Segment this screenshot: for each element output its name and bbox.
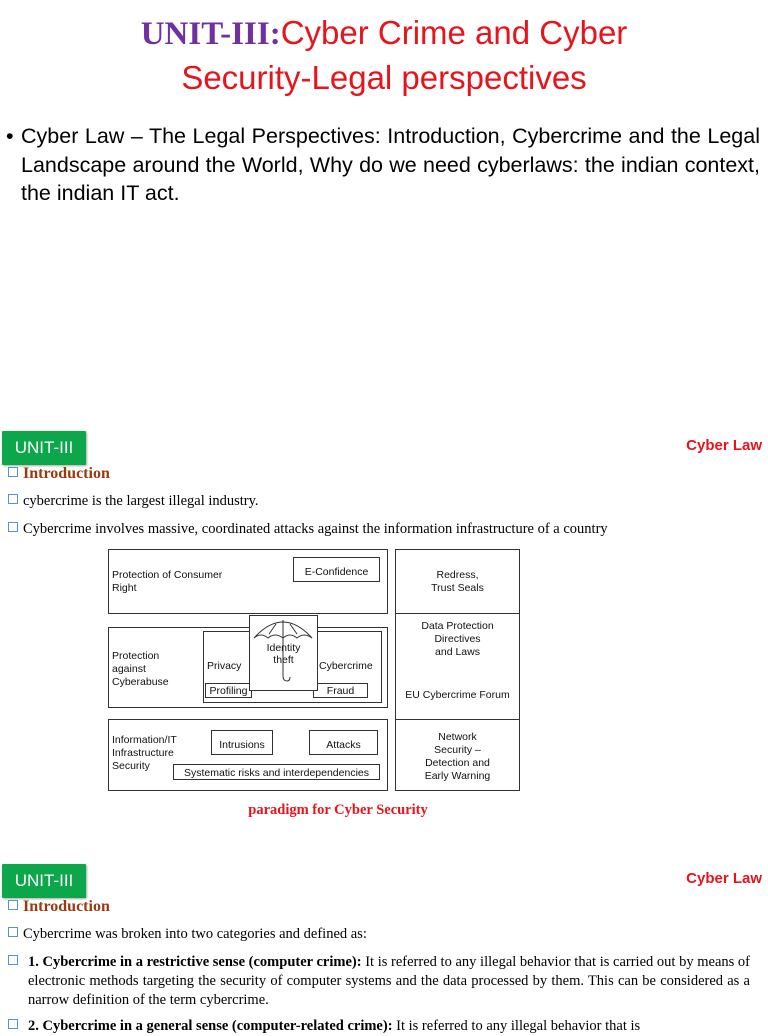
list-item-text: Cybercrime was broken into two categories and defined as: xyxy=(23,926,367,942)
infra-label-3: Security xyxy=(112,760,150,772)
network-label-4: Early Warning xyxy=(424,770,491,782)
identity-label: Identity xyxy=(266,642,301,654)
unit-tag: UNIT-III xyxy=(2,864,86,898)
definition-term: 1. Cybercrime in a restrictive sense (computer crime): xyxy=(28,954,362,970)
list-item xyxy=(8,521,608,538)
fraud-label: Fraud xyxy=(326,685,355,697)
definition-item-2 xyxy=(8,1017,750,1034)
unit-tag: UNIT-III xyxy=(2,431,86,465)
intro-heading-text: Introduction xyxy=(23,465,110,482)
title-slide xyxy=(0,0,768,420)
network-label-2: Security – xyxy=(434,744,481,756)
eu-forum-label: EU Cybercrime Forum xyxy=(405,689,510,701)
cyber-security-paradigm-diagram xyxy=(108,548,522,792)
definition-text xyxy=(8,1017,750,1036)
slide-title-line-1 xyxy=(0,10,768,57)
definition-body: It is referred to any illegal behavior that is carried out by means of electronic methods targeting the security of computer systems and the data processed by them. This can be considered as a narrow definition of the term cybercrime. xyxy=(28,954,750,1008)
trust-seals-label: Trust Seals xyxy=(431,582,484,594)
bullet-dot: • xyxy=(6,124,14,148)
profiling-label: Profiling xyxy=(209,685,248,697)
square-bullet-icon xyxy=(8,522,18,532)
definition-term: 2. Cybercrime in a general sense (computer-related crime): xyxy=(28,1018,393,1034)
square-bullet-icon xyxy=(8,955,18,965)
e-confidence-label: E-Confidence xyxy=(304,566,369,578)
definition-text xyxy=(8,953,750,1010)
consumer-label: Protection of Consumer xyxy=(112,569,223,581)
abuse-label-1: Protection xyxy=(112,650,160,662)
attacks-label: Attacks xyxy=(326,739,361,751)
list-item xyxy=(8,493,259,510)
header-cyber-law: Cyber Law xyxy=(686,437,762,454)
square-bullet-icon xyxy=(8,494,18,504)
definition-item-1 xyxy=(8,953,750,1010)
square-bullet-icon xyxy=(8,927,18,937)
network-label-1: Network xyxy=(438,731,477,743)
square-bullet-icon xyxy=(8,1019,18,1029)
definition-body: It is referred to any illegal behavior that is xyxy=(392,1018,641,1034)
infra-label-1: Information/IT xyxy=(112,734,177,746)
intrusions-label: Intrusions xyxy=(219,739,265,751)
slide-title-line-2: Security-Legal perspectives xyxy=(181,59,587,96)
unit-label: UNIT-III: xyxy=(140,16,281,52)
privacy-label: Privacy xyxy=(207,660,242,672)
syllabus-text: Cyber Law – The Legal Perspectives: Introduction, Cybercrime and the Legal Landscape around the World, Why do we need cyberlaws: the indian context, the indian IT act. xyxy=(21,124,760,205)
title-text: Cyber Crime and Cyber xyxy=(280,14,628,51)
abuse-label-2: against xyxy=(112,663,146,675)
list-item-text: Cybercrime involves massive, coordinated attacks against the information infrastructure of a country xyxy=(23,521,608,537)
directives-label: Directives xyxy=(434,633,481,645)
list-item-text: cybercrime is the largest illegal industry. xyxy=(23,493,259,509)
systematic-risks-label: Systematic risks and interdependencies xyxy=(183,767,370,779)
intro-heading xyxy=(8,465,110,483)
consumer-label-2: Right xyxy=(112,582,137,594)
intro-heading xyxy=(8,898,110,916)
abuse-label-3: Cyberabuse xyxy=(112,676,169,688)
cybercrime-label: Cybercrime xyxy=(319,660,373,672)
intro-heading-text: Introduction xyxy=(23,898,110,915)
theft-label: theft xyxy=(273,654,294,666)
redress-label: Redress, xyxy=(436,569,479,581)
infra-label-2: Infrastructure xyxy=(112,747,174,759)
syllabus-bullet xyxy=(6,122,760,208)
network-label-3: Detection and xyxy=(425,757,490,769)
laws-label: and Laws xyxy=(435,646,480,658)
header-cyber-law: Cyber Law xyxy=(686,870,762,887)
data-protection-label: Data Protection xyxy=(421,620,494,632)
square-bullet-icon xyxy=(8,900,18,910)
diagram-caption: paradigm for Cyber Security xyxy=(248,802,428,818)
list-item xyxy=(8,926,367,943)
square-bullet-icon xyxy=(8,467,18,477)
